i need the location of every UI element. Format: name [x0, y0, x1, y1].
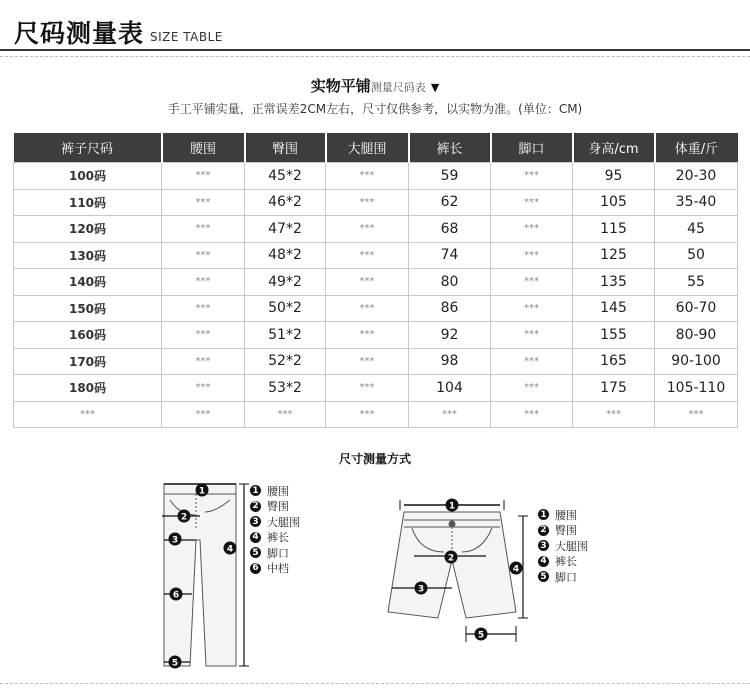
legend-number-badge: 6 [250, 563, 261, 574]
table-cell: 45 [655, 216, 738, 243]
page-subtitle: SIZE TABLE [150, 30, 223, 44]
svg-text:3: 3 [171, 535, 179, 546]
table-cell: *** [162, 375, 245, 402]
legend-item [538, 538, 588, 554]
svg-text:2: 2 [180, 512, 188, 523]
column-header: 裤长 [409, 133, 491, 163]
legend-label: 大腿围 [267, 515, 300, 529]
table-cell: 47*2 [245, 216, 326, 243]
measurement-note: 手工平铺实量，正常误差2CM左右，尺寸仅供参考，以实物为准。(单位：CM) [167, 102, 583, 116]
table-cell: 95 [573, 163, 655, 190]
table-cell: 90-100 [655, 348, 738, 375]
svg-text:6: 6 [172, 590, 180, 601]
size-cell: 170码 [14, 348, 162, 375]
legend-number-badge: 2 [538, 525, 549, 536]
legend-item [538, 569, 588, 585]
table-cell: 53*2 [245, 375, 326, 402]
table-cell: *** [491, 189, 573, 216]
table-cell: 50*2 [245, 295, 326, 322]
size-cell: 100码 [14, 163, 162, 190]
table-cell: *** [162, 401, 245, 428]
size-cell: 140码 [14, 269, 162, 296]
table-cell: *** [162, 295, 245, 322]
table-cell: *** [162, 322, 245, 349]
table-cell: *** [326, 348, 409, 375]
table-cell: 59 [409, 163, 491, 190]
pants-diagram [162, 484, 249, 666]
legend-number-badge: 5 [250, 547, 261, 558]
caption-main: 实物平铺 [310, 77, 371, 95]
size-cell: 120码 [14, 216, 162, 243]
legend-item [250, 499, 300, 515]
table-cell: 165 [573, 348, 655, 375]
column-header: 体重/斤 [655, 133, 738, 163]
legend-label: 大腿围 [555, 539, 588, 553]
legend-label: 中档 [267, 562, 289, 576]
legend-number-badge: 1 [538, 509, 549, 520]
legend-item [250, 514, 300, 530]
table-cell: 115 [573, 216, 655, 243]
table-cell: *** [162, 269, 245, 296]
table-cell: 105 [573, 189, 655, 216]
legend-number-badge: 4 [538, 556, 549, 567]
shorts-diagram [388, 500, 528, 642]
legend-item [250, 561, 300, 577]
table-cell: *** [326, 216, 409, 243]
table-cell: 80-90 [655, 322, 738, 349]
table-cell: *** [409, 401, 491, 428]
table-cell: 105-110 [655, 375, 738, 402]
table-cell: *** [491, 163, 573, 190]
table-cell: *** [162, 163, 245, 190]
legend-number-badge: 2 [250, 501, 261, 512]
page-title: 尺码测量表 [14, 19, 145, 48]
legend-item [538, 523, 588, 539]
caption-sub: 测量尺码表 [370, 81, 426, 94]
legend-item [250, 530, 300, 546]
legend-number-badge: 3 [250, 516, 261, 527]
caption-arrow-icon: ▼ [430, 81, 440, 94]
size-cell: 130码 [14, 242, 162, 269]
table-cell: *** [491, 401, 573, 428]
column-header: 腰围 [162, 133, 245, 163]
table-cell: *** [491, 295, 573, 322]
svg-text:4: 4 [226, 544, 234, 555]
table-cell: *** [491, 216, 573, 243]
table-cell: 104 [409, 375, 491, 402]
table-cell: 175 [573, 375, 655, 402]
table-cell: 52*2 [245, 348, 326, 375]
table-cell: *** [491, 348, 573, 375]
legend-label: 腰围 [555, 508, 577, 522]
legend-label: 臀围 [555, 524, 577, 538]
table-cell: 20-30 [655, 163, 738, 190]
table-cell: 62 [409, 189, 491, 216]
svg-text:1: 1 [198, 486, 206, 497]
table-cell: *** [655, 401, 738, 428]
svg-text:2: 2 [447, 553, 455, 564]
table-cell: *** [326, 401, 409, 428]
svg-text:1: 1 [448, 501, 456, 512]
table-cell: 55 [655, 269, 738, 296]
legend-number-badge: 1 [250, 485, 261, 496]
table-cell: *** [162, 242, 245, 269]
table-cell: *** [162, 216, 245, 243]
table-cell: *** [326, 163, 409, 190]
table-cell: 46*2 [245, 189, 326, 216]
legend-label: 裤长 [555, 555, 577, 569]
table-cell: 50 [655, 242, 738, 269]
legend-number-badge: 5 [538, 571, 549, 582]
table-cell: 145 [573, 295, 655, 322]
measure-method-title: 尺寸测量方式 [338, 452, 411, 466]
legend-label: 裤长 [267, 531, 289, 545]
legend-label: 脚口 [267, 546, 289, 560]
size-cell: 180码 [14, 375, 162, 402]
legend-label: 臀围 [267, 500, 289, 514]
table-cell: *** [162, 348, 245, 375]
column-header: 身高/cm [573, 133, 655, 163]
legend-number-badge: 4 [250, 532, 261, 543]
table-cell: *** [491, 242, 573, 269]
shorts-legend [538, 507, 588, 585]
table-cell: *** [162, 189, 245, 216]
column-header: 臀围 [245, 133, 326, 163]
svg-text:5: 5 [477, 630, 485, 641]
table-cell: *** [326, 322, 409, 349]
legend-item [538, 554, 588, 570]
column-header: 裤子尺码 [14, 133, 162, 163]
table-cell: 155 [573, 322, 655, 349]
svg-text:5: 5 [171, 658, 179, 669]
column-header: 大腿围 [326, 133, 409, 163]
table-cell: 80 [409, 269, 491, 296]
svg-text:4: 4 [512, 564, 520, 575]
legend-label: 脚口 [555, 570, 577, 584]
table-cell: 48*2 [245, 242, 326, 269]
size-cell: 150码 [14, 295, 162, 322]
table-cell: *** [491, 375, 573, 402]
svg-text:3: 3 [417, 584, 425, 595]
column-header: 脚口 [491, 133, 573, 163]
legend-item [250, 483, 300, 499]
table-cell: *** [491, 269, 573, 296]
table-cell: 68 [409, 216, 491, 243]
legend-item [250, 545, 300, 561]
size-cell: 110码 [14, 189, 162, 216]
table-cell: 49*2 [245, 269, 326, 296]
table-cell: *** [326, 375, 409, 402]
table-cell: *** [326, 242, 409, 269]
table-cell: 60-70 [655, 295, 738, 322]
table-cell: 74 [409, 242, 491, 269]
table-cell: 86 [409, 295, 491, 322]
legend-number-badge: 3 [538, 540, 549, 551]
table-cell: *** [326, 295, 409, 322]
table-cell: *** [573, 401, 655, 428]
table-cell: *** [326, 269, 409, 296]
table-cell: 51*2 [245, 322, 326, 349]
pants-legend [250, 483, 300, 576]
table-cell: 135 [573, 269, 655, 296]
table-cell: 45*2 [245, 163, 326, 190]
table-cell: 125 [573, 242, 655, 269]
table-cell: *** [491, 322, 573, 349]
legend-label: 腰围 [267, 484, 289, 498]
table-cell: 92 [409, 322, 491, 349]
table-cell: *** [245, 401, 326, 428]
table-cell: 98 [409, 348, 491, 375]
size-cell: 160码 [14, 322, 162, 349]
table-cell: *** [326, 189, 409, 216]
table-cell: 35-40 [655, 189, 738, 216]
legend-item [538, 507, 588, 523]
footer-dashed-divider [0, 683, 750, 684]
size-cell: *** [14, 401, 162, 428]
